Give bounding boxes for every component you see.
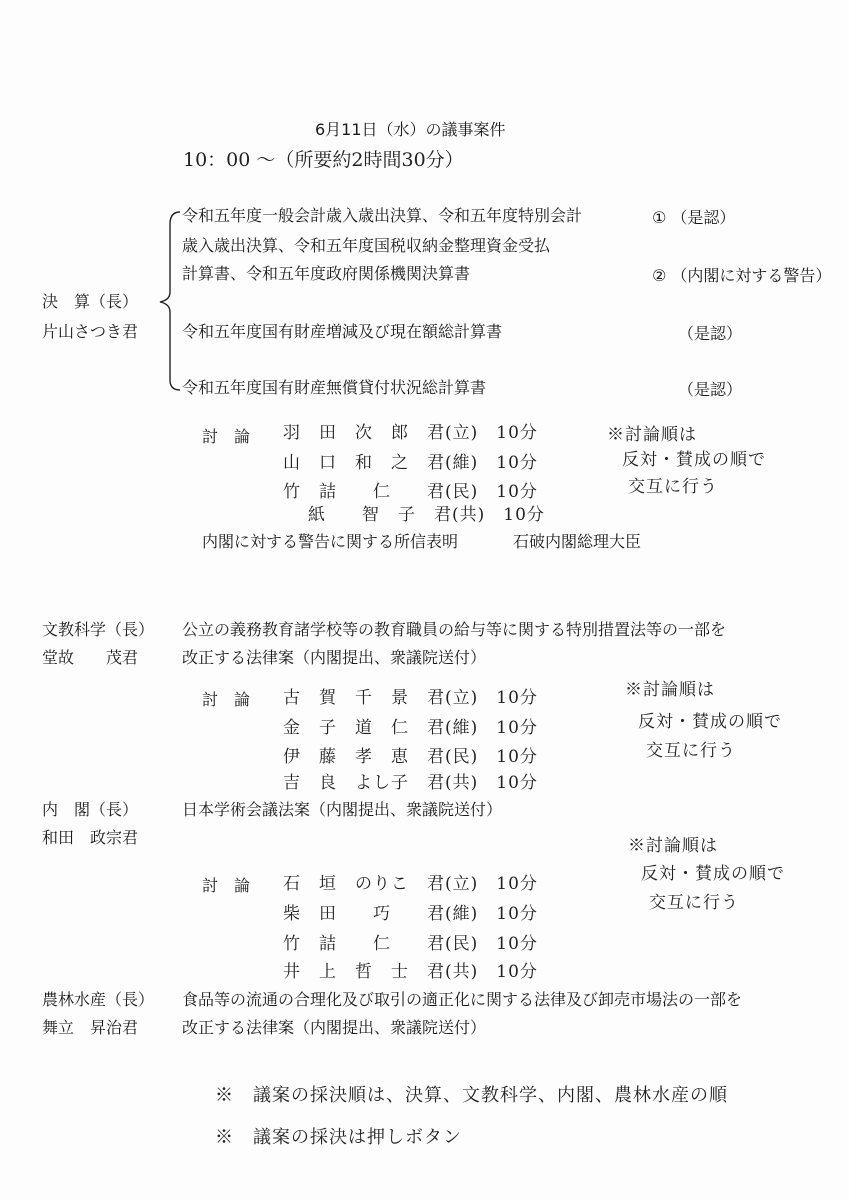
handwritten-note: 反対・賛成の順で xyxy=(622,450,766,470)
committee-chair: 和田 政宗君 xyxy=(42,828,139,847)
start-time: 10：00 ～（所要約2時間30分） xyxy=(183,149,464,171)
handwritten-note: 交互に行う xyxy=(649,893,739,913)
committee-chair: 片山さつき君 xyxy=(42,322,139,341)
committee-name: 文教科学（長） xyxy=(42,620,155,639)
committee-name: 内 閣（長） xyxy=(42,800,139,819)
debate-speaker: 吉 良 よし子 君(共) 10分 xyxy=(283,773,538,793)
bill-title: 食品等の流通の合理化及び取引の適正化に関する法律及び卸売市場法の一部を xyxy=(182,990,743,1009)
debate-label: 討 論 xyxy=(202,690,251,709)
page-title: 6月11日（水）の議事案件 xyxy=(315,120,506,139)
handwritten-note: ※討論順は xyxy=(607,425,697,445)
bill-title: 日本学術会議法案（内閣提出、衆議院送付） xyxy=(182,800,503,819)
agenda-item-result: ② （内閣に対する警告） xyxy=(652,266,832,285)
debate-speaker: 井 上 哲 士 君(共) 10分 xyxy=(283,962,538,982)
debate-speaker: 山 口 和 之 君(維) 10分 xyxy=(283,453,538,473)
agenda-item-result: （是認） xyxy=(678,324,743,343)
debate-speaker: 石 垣 のりこ 君(立) 10分 xyxy=(283,874,538,894)
handwritten-note: 交互に行う xyxy=(646,741,736,761)
agenda-item-text: 歳入歳出決算、令和五年度国税収納金整理資金受払 xyxy=(182,236,551,255)
agenda-item-text: 令和五年度一般会計歳入歳出決算、令和五年度特別会計 xyxy=(182,206,583,225)
debate-label: 討 論 xyxy=(202,876,251,895)
debate-speaker: 竹 詰 仁 君(民) 10分 xyxy=(283,482,538,502)
debate-label: 討 論 xyxy=(202,427,251,446)
bill-title: 改正する法律案（内閣提出、衆議院送付） xyxy=(182,648,487,667)
debate-speaker: 柴 田 巧 君(維) 10分 xyxy=(283,904,538,924)
handwritten-note: ※討論順は xyxy=(628,836,718,856)
committee-chair: 舞立 昇治君 xyxy=(42,1018,139,1037)
agenda-item-result: ① （是認） xyxy=(652,208,736,227)
debate-speaker: 竹 詰 仁 君(民) 10分 xyxy=(283,934,538,954)
handwritten-note: ※討論順は xyxy=(625,680,715,700)
agenda-item-text: 令和五年度国有財産増減及び現在額総計算書 xyxy=(182,322,503,341)
debate-speaker: 紙 智 子 君(共) 10分 xyxy=(308,505,545,525)
handwritten-note: ※ 議案の採決順は、決算、文教科学、内閣、農林水産の順 xyxy=(215,1085,728,1106)
agenda-item-text: 計算書、令和五年度政府関係機関決算書 xyxy=(182,264,471,283)
committee-chair: 堂故 茂君 xyxy=(42,648,139,667)
committee-name: 決 算（長） xyxy=(42,292,139,311)
agenda-item-text: 令和五年度国有財産無償貸付状況総計算書 xyxy=(182,378,487,397)
debate-speaker: 伊 藤 孝 恵 君(民) 10分 xyxy=(283,747,538,767)
handwritten-note: 反対・賛成の順で xyxy=(638,712,782,732)
debate-speaker: 羽 田 次 郎 君(立) 10分 xyxy=(283,423,538,443)
committee-name: 農林水産（長） xyxy=(42,990,155,1009)
debate-speaker: 古 賀 千 景 君(立) 10分 xyxy=(283,688,538,708)
statement-label: 内閣に対する警告に関する所信表明 xyxy=(202,532,459,551)
bill-title: 改正する法律案（内閣提出、衆議院送付） xyxy=(182,1018,487,1037)
section-brace xyxy=(150,200,190,400)
handwritten-note: 反対・賛成の順で xyxy=(641,864,785,884)
handwritten-note: ※ 議案の採決は押しボタン xyxy=(215,1127,462,1148)
debate-speaker: 金 子 道 仁 君(維) 10分 xyxy=(283,718,538,738)
agenda-item-result: （是認） xyxy=(678,380,743,399)
statement-speaker: 石破内閣総理大臣 xyxy=(513,532,642,551)
bill-title: 公立の義務教育諸学校等の教育職員の給与等に関する特別措置法等の一部を xyxy=(182,620,727,639)
handwritten-note: 交互に行う xyxy=(628,477,718,497)
